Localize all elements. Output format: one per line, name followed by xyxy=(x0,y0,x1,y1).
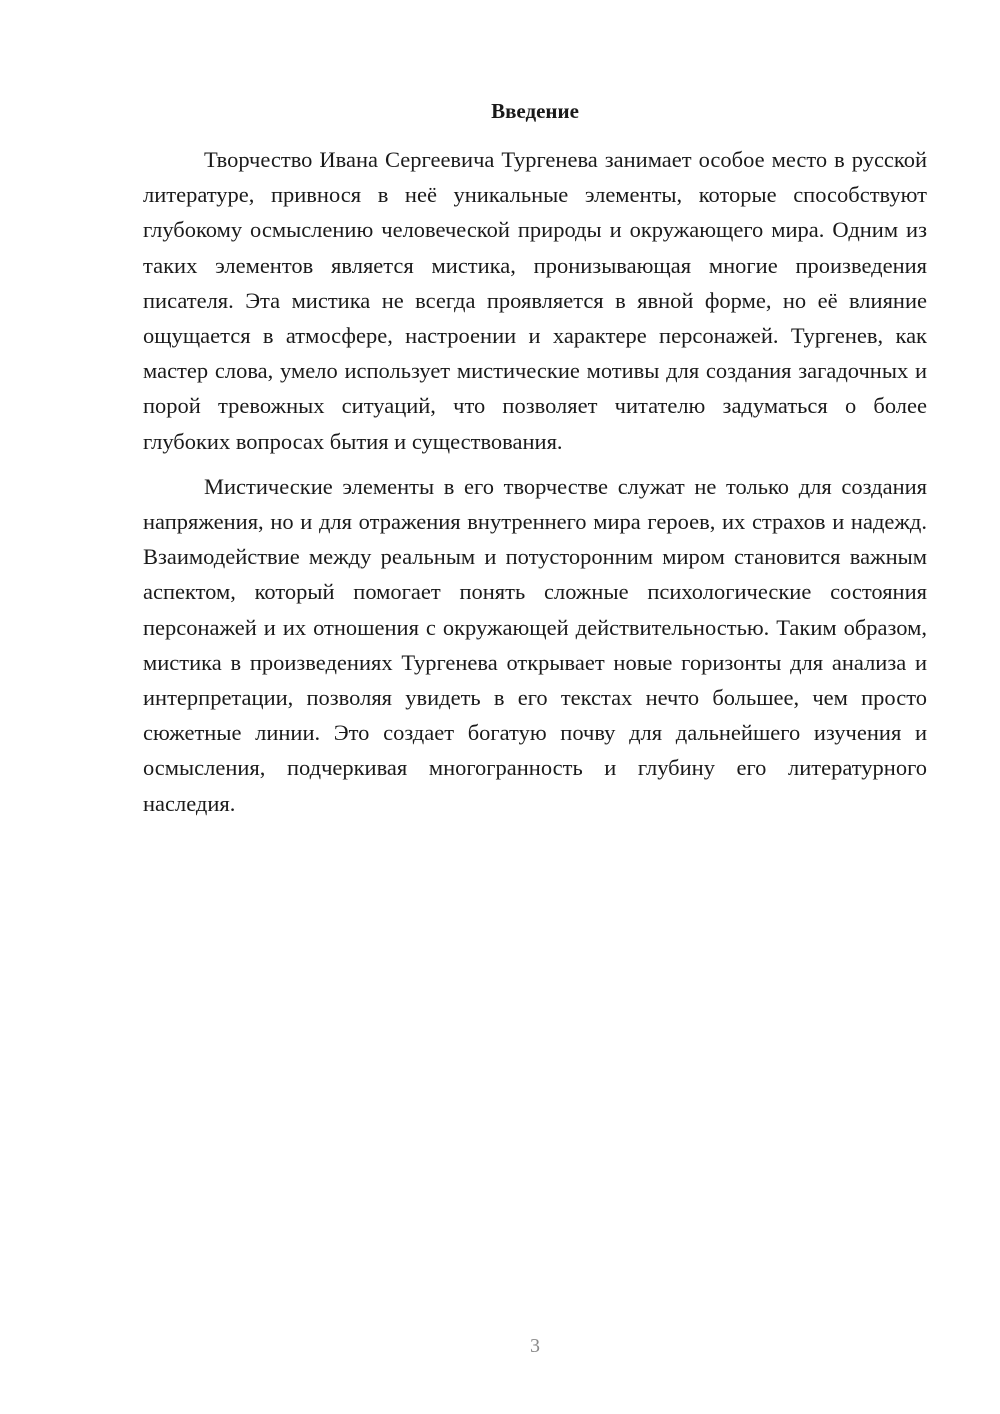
body-text xyxy=(143,142,927,821)
page-number: 3 xyxy=(530,1335,540,1357)
section-heading: Введение xyxy=(491,99,579,123)
paragraph-2: Мистические элементы в его творчестве служат не только для создания напряжения, но и для отражения внутреннего мира героев, их страхов и надежд. Взаимодействие между реальным и потусторонним миром становится важным аспектом, который помогает понять сложные психологические состояния персонажей и их отношения с окружающей действительностью. Таким образом, мистика в произведениях Тургенева открывает новые горизонты для анализа и интерпретации, позволяя увидеть в его текстах нечто большее, чем просто сюжетные линии. Это создает богатую почву для дальнейшего изучения и осмысления, подчеркивая многогранность и глубину его литературного наследия. xyxy=(143,473,927,816)
paragraph-1: Творчество Ивана Сергеевича Тургенева занимает особое место в русской литературе, привнося в неё уникальные элементы, которые способствуют глубокому осмыслению человеческой природы и окружающего мира. Одним из таких элементов является мистика, пронизывающая многие произведения писателя. Эта мистика не всегда проявляется в явной форме, но её влияние ощущается в атмосфере, настроении и характере персонажей. Тургенев, как мастер слова, умело использует мистические мотивы для создания загадочных и порой тревожных ситуаций, что позволяет читателю задуматься о более глубоких вопросах бытия и существования. xyxy=(143,147,927,454)
